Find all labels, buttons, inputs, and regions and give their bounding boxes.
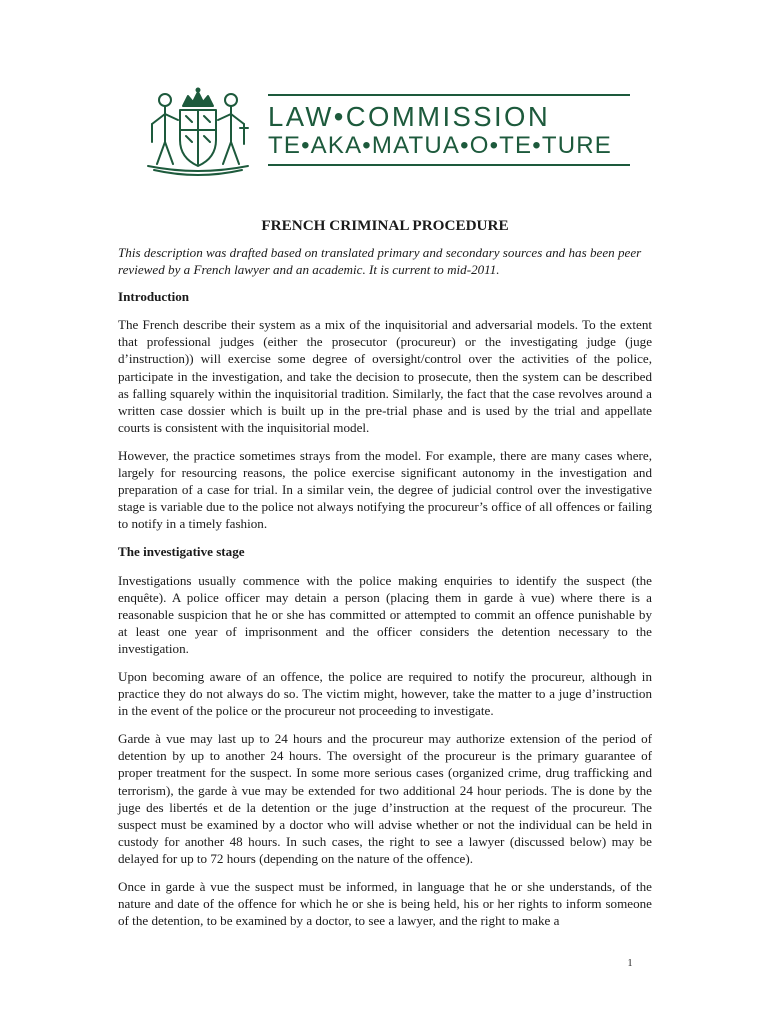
paragraph: However, the practice sometimes strays from the model. For example, there are many cases where, largely for resourcing reasons, the police exercise significant autonomy in the investigation and preparation of a case for trial. In a similar vein, the degree of judicial control over the investigative stage is variable due to the police not always notifying the procureur’s office of all offences or failing to notify in a timely fashion. bbox=[118, 447, 652, 532]
document-note: This description was drafted based on translated primary and secondary sources and has been peer reviewed by a French lawyer and an academic. It is current to mid-2011. bbox=[118, 245, 642, 278]
letterhead bbox=[140, 84, 630, 180]
page-number: 1 bbox=[627, 958, 633, 969]
section-heading-introduction: Introduction bbox=[118, 289, 190, 305]
section-heading-investigative-stage: The investigative stage bbox=[118, 544, 245, 560]
organization-name: LAW•COMMISSION bbox=[268, 101, 551, 132]
letterhead-top-rule bbox=[268, 94, 630, 96]
coat-of-arms-logo bbox=[140, 84, 256, 180]
paragraph: Garde à vue may last up to 24 hours and the procureur may authorize extension of the period of detention by up to another 24 hours. The oversight of the procureur is the primary guarantee of proper treatment for the suspect. In some more serious cases (organized crime, drug trafficking and terrorism), the garde à vue may be extended for two additional 24 hour periods. The is done by the juge des libertés et de la detention or the juge d’instruction at the request of the procureur. The suspect must be examined by a doctor who will advise whether or not the individual can be held in custody for another 48 hours. In such cases, the right to see a lawyer (discussed below) may be delayed for up to 72 hours (depending on the nature of the offence). bbox=[118, 731, 652, 866]
paragraph: The French describe their system as a mix of the inquisitorial and adversarial models. To the extent that professional judges (either the prosecutor (procureur) or the investigating judge (juge d’instruction)) will exercise some degree of oversight/control over the activities of the police, participate in the investigation, and take the decision to prosecute, then the system can be described as falling squarely within the inquisitorial tradition. Similarly, the fact that the case revolves around a written case dossier which is built up in the pre-trial phase and is used by the trial and appellate courts is consistent with the inquisitorial model. bbox=[118, 317, 652, 435]
organization-maori-name: TE•AKA•MATUA•O•TE•TURE bbox=[268, 132, 612, 159]
document-title: FRENCH CRIMINAL PROCEDURE bbox=[261, 217, 509, 234]
letterhead-bottom-rule bbox=[268, 164, 630, 166]
paragraph: Upon becoming aware of an offence, the police are required to notify the procureur, although in practice they do not always do so. The victim might, however, take the matter to a juge d’instruction in the event of the police or the procureur not proceeding to investigate. bbox=[118, 668, 652, 719]
paragraph: Investigations usually commence with the police making enquiries to identify the suspect (the enquête). A police officer may detain a person (placing them in garde à vue) where there is a reasonable suspicion that he or she has committed or attempted to commit an offence punishable by at least one year of imprisonment and the officer considers the detention necessary to the investigation. bbox=[118, 572, 652, 656]
document-body bbox=[118, 216, 652, 940]
paragraph: Once in garde à vue the suspect must be informed, in language that he or she understands, of the nature and date of the offence for which he or she is being held, his or her rights to inform someone of the detention, to be examined by a doctor, to see a lawyer, and the right to make a bbox=[118, 879, 652, 929]
